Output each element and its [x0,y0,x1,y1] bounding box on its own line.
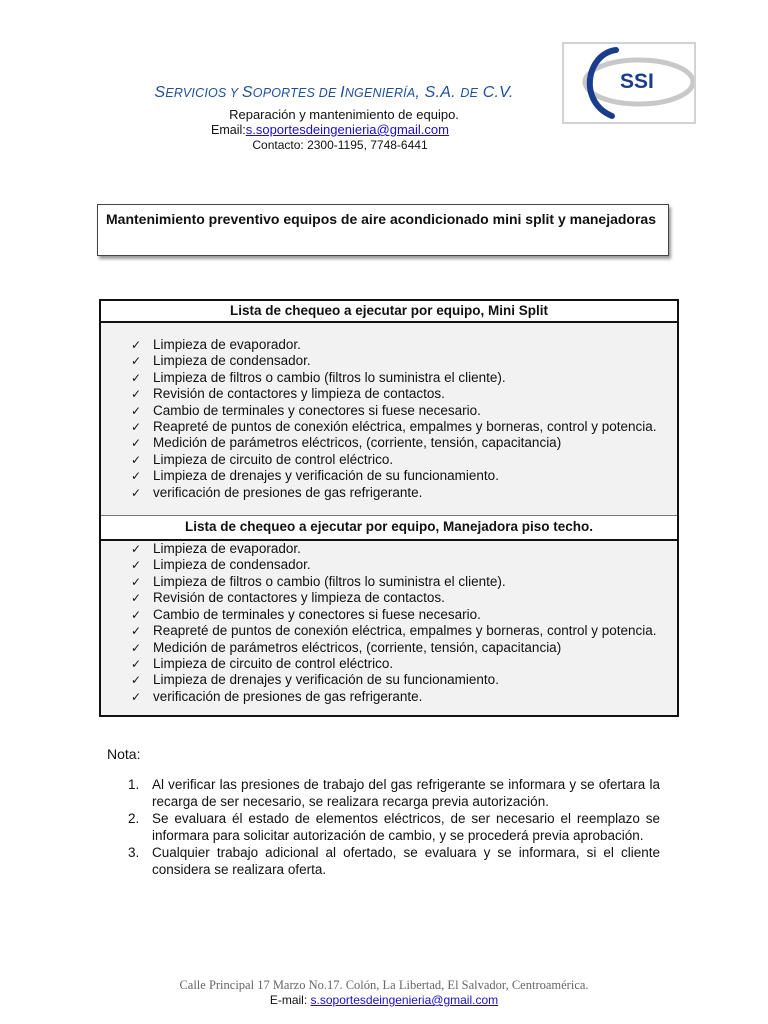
checklist-item-text: Medición de parámetros eléctricos, (corriente, tensión, capacitancia) [153,639,562,655]
checklist-item [131,403,677,419]
checklist-item [131,485,677,501]
section-body-manejadora [101,541,677,715]
checklist-item [131,353,677,369]
checkmark-icon: ✓ [131,607,142,622]
checklist-item [131,607,677,623]
section-body-mini-split [101,323,677,515]
checkmark-icon: ✓ [131,689,142,704]
checklist-item [131,656,677,672]
checklist-item-text: Limpieza de circuito de control eléctrico. [153,451,394,467]
note-text: Se evaluara él estado de elementos eléctricos, de ser necesario el reemplazo se informara para solicitar autorización de cambio, y se procederá previa aprobación. [152,811,660,843]
company-name: SERVICIOS Y SOPORTES DE INGENIERÍA, S.A. DE C.V. [154,84,514,101]
note-item [128,844,660,878]
checkmark-icon: ✓ [131,469,142,484]
checklist-item-text: Limpieza de drenajes y verificación de su funcionamiento. [153,468,499,484]
checklist-item-text: Limpieza de filtros o cambio (filtros lo suministra el cliente). [153,573,506,589]
checklist-item [131,435,677,451]
note-number: 3. [128,845,140,860]
checklist-item [131,672,677,688]
logo-text: SSI [620,70,654,93]
note-item [128,776,660,810]
note-text: Al verificar las presiones de trabajo del gas refrigerante se informara y se ofertara la recarga de ser necesario, se realizara recarga previa autorización. [152,777,660,809]
checkmark-icon: ✓ [131,387,142,402]
checklist-item [131,452,677,468]
email-label: Email: [211,123,246,137]
checkmark-icon: ✓ [131,370,142,385]
checkmark-icon: ✓ [131,574,142,589]
checklist-item-text: Limpieza de evaporador. [153,337,301,352]
checklist-table [99,299,679,717]
note-number: 2. [128,811,140,826]
checklist-item-text: Revisión de contactores y limpieza de contactos. [153,386,445,402]
checklist-item-text: Limpieza de filtros o cambio (filtros lo suministra el cliente). [153,369,506,385]
note-item [128,810,660,844]
checkmark-icon: ✓ [131,452,142,467]
checkmark-icon: ✓ [131,640,142,655]
checklist-item-text: Limpieza de evaporador. [153,541,301,557]
checklist-item [131,541,677,557]
header-email-line [0,122,660,137]
checklist-item-text: Limpieza de condensador. [153,353,311,369]
note-text: Cualquier trabajo adicional al ofertado, se evaluara y se informara, si el cliente considera se realizara oferta. [152,845,660,877]
checklist-item [131,370,677,386]
checklist-item [131,337,677,353]
checklist-item [131,574,677,590]
checklist-item-text: Cambio de terminales y conectores si fuese necesario. [153,402,481,418]
footer-email-link[interactable]: s.soportesdeingenieria@gmail.com [310,993,499,1007]
header-email-link[interactable]: s.soportesdeingenieria@gmail.com [245,122,449,137]
checklist-item-text: Medición de parámetros eléctricos, (corriente, tensión, capacitancia) [153,435,562,451]
checkmark-icon: ✓ [131,673,142,688]
document-title: Mantenimiento preventivo equipos de aire acondicionado mini split y manejadoras [97,204,669,256]
checkmark-icon: ✓ [131,436,142,451]
checklist-mini-split [131,337,677,501]
section-header-manejadora: Lista de chequeo a ejecutar por equipo, Manejadora piso techo. [101,515,677,541]
checklist-item-text: Revisión de contactores y limpieza de contactos. [153,590,445,606]
footer-email-label: E-mail: [269,993,308,1007]
checklist-item [131,419,677,435]
checklist-item-text: verificación de presiones de gas refrigerante. [153,484,423,500]
checklist-item [131,468,677,484]
checklist-item-text: Limpieza de circuito de control eléctrico. [153,655,394,671]
ssi-logo-graphic [564,44,694,122]
checklist-item [131,623,677,639]
company-subtitle: Reparación y mantenimiento de equipo. [229,107,459,122]
checklist-item-text: Limpieza de drenajes y verificación de su funcionamiento. [153,672,499,688]
notes-label: Nota: [107,746,141,762]
footer-email-line [0,993,768,1007]
checklist-item [131,557,677,573]
checkmark-icon: ✓ [131,354,142,369]
checkmark-icon: ✓ [131,420,142,435]
notes-list [128,776,660,878]
checklist-item-text: Limpieza de condensador. [153,557,311,573]
contact-phones: Contacto: 2300-1195, 7748-6441 [252,138,428,152]
checklist-item-text: Reapreté de puntos de conexión eléctrica, empalmes y borneras, control y potencia. [153,623,657,639]
checkmark-icon: ✓ [131,591,142,606]
checkmark-icon: ✓ [131,485,142,500]
note-number: 1. [128,777,140,792]
checklist-item [131,640,677,656]
checklist-item-text: Cambio de terminales y conectores si fuese necesario. [153,606,481,622]
checkmark-icon: ✓ [131,403,142,418]
logo-swoosh [590,50,616,116]
checkmark-icon: ✓ [131,624,142,639]
ssi-logo [562,42,696,124]
checkmark-icon: ✓ [131,656,142,671]
checklist-manejadora [131,541,677,705]
checkmark-icon: ✓ [131,542,142,557]
footer-address: Calle Principal 17 Marzo No.17. Colón, La Libertad, El Salvador, Centroamérica. [179,978,589,992]
checklist-item-text: verificación de presiones de gas refrigerante. [153,688,423,704]
checklist-item [131,689,677,705]
checkmark-icon: ✓ [131,558,142,573]
section-header-mini-split: Lista de chequeo a ejecutar por equipo, Mini Split [101,301,677,323]
checklist-item [131,386,677,402]
checklist-item-text: Reapreté de puntos de conexión eléctrica, empalmes y borneras, control y potencia. [153,419,657,435]
checklist-item [131,590,677,606]
checkmark-icon: ✓ [131,338,142,352]
